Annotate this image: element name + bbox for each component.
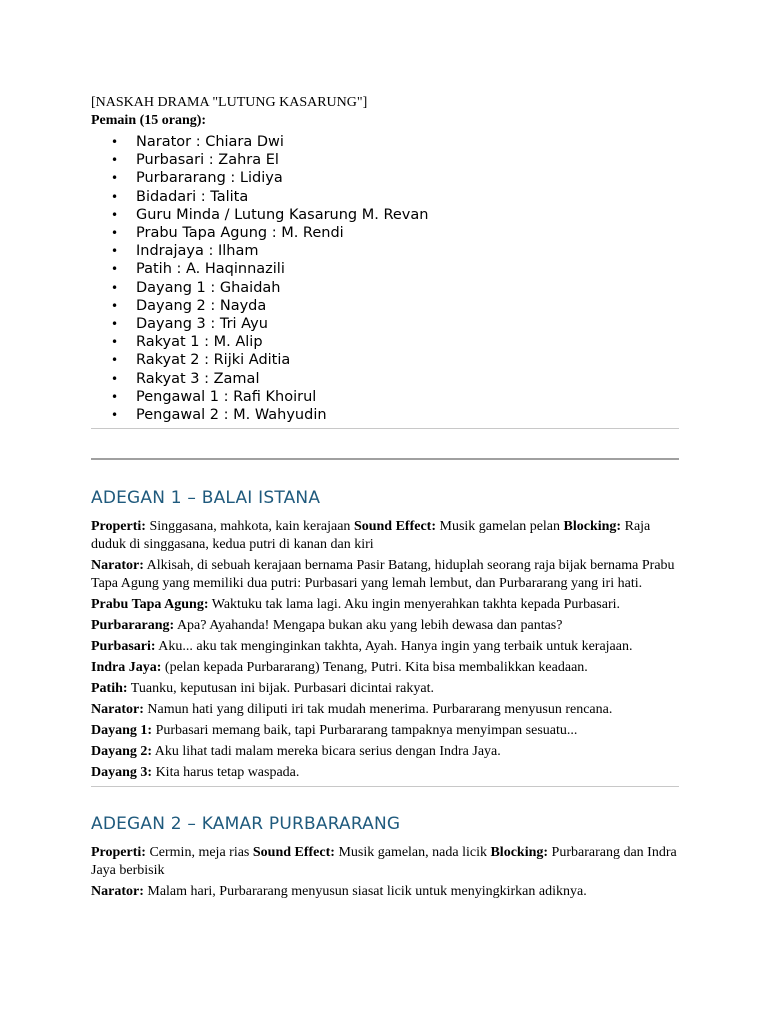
cast-member: Indrajaya : Ilham (136, 243, 259, 260)
list-item: • Dayang 2 : Nayda (111, 297, 267, 314)
list-item: • Prabu Tapa Agung : M. Rendi (111, 225, 344, 242)
cast-member: Rakyat 2 : Rijki Aditia (136, 352, 291, 369)
dialogue-text: Apa? Ayahanda! Mengapa bukan aku yang lebih dewasa dan pantas? (174, 618, 563, 634)
speaker: Indra Jaya: (91, 660, 162, 676)
list-item: • Bidadari : Talita (111, 188, 249, 205)
dialogue-text: Alkisah, di sebuah kerajaan bernama Pasir Batang, hiduplah seorang raja bijak bernama Prabu Tapa Agung yang memiliki dua putri: Purbasari yang lemah lembut, dan Purbararang yang iri hati. (91, 558, 675, 592)
cast-member: Purbasari : Zahra El (136, 152, 279, 169)
dialogue-line (91, 701, 679, 719)
scene-setup (91, 844, 679, 880)
cast-member: Rakyat 1 : M. Alip (136, 334, 263, 351)
dialogue-line (91, 638, 679, 656)
dialogue-text: (pelan kepada Purbararang) Tenang, Putri. Kita bisa membalikkan keadaan. (161, 660, 588, 676)
dialogue-line (91, 764, 679, 782)
scene-title: ADEGAN 2 – KAMAR PURBARARANG (91, 814, 401, 835)
divider (91, 786, 679, 787)
speaker: Dayang 2: (91, 744, 153, 760)
cast-member: Prabu Tapa Agung : M. Rendi (136, 225, 344, 242)
divider (91, 428, 679, 429)
label: Sound Effect: (252, 845, 335, 861)
dialogue-line (91, 722, 679, 740)
speaker: Purbararang: (91, 618, 175, 634)
list-item: • Pengawal 2 : M. Wahyudin (111, 407, 327, 424)
cast-member: Narator : Chiara Dwi (136, 134, 284, 150)
list-item: • Guru Minda / Lutung Kasarung M. Revan (111, 206, 429, 223)
speaker: Narator: (91, 884, 144, 900)
cast-member: Bidadari : Talita (136, 188, 249, 205)
setup-text: Musik gamelan pelan (436, 519, 564, 535)
scene-1 (91, 487, 679, 782)
list-item: • Purbararang : Lidiya (111, 170, 283, 187)
setup-text: Purbararang dan Indra Jaya berbisik (91, 845, 677, 879)
list-item: • Purbasari : Zahra El (111, 152, 279, 169)
speaker: Purbasari: (91, 639, 156, 655)
dialogue-text: Namun hati yang diliputi iri tak mudah menerima. Purbararang menyusun rencana. (143, 702, 613, 718)
list-item: • Rakyat 3 : Zamal (111, 370, 260, 387)
dialogue-line (91, 617, 679, 635)
speaker: Narator: (91, 702, 144, 718)
list-item: • Rakyat 2 : Rijki Aditia (111, 352, 291, 369)
list-item: • Narator : Chiara Dwi (111, 134, 284, 150)
section-divider (91, 458, 679, 460)
setup-text: Musik gamelan, nada licik (334, 845, 491, 861)
speaker: Patih: (91, 681, 128, 697)
dialogue-text: Waktuku tak lama lagi. Aku ingin menyerahkan takhta kepada Purbasari. (208, 597, 620, 613)
speaker: Prabu Tapa Agung: (91, 597, 209, 613)
cast-member: Guru Minda / Lutung Kasarung M. Revan (136, 206, 429, 223)
list-item: • Dayang 1 : Ghaidah (111, 279, 281, 296)
list-item: • Pengawal 1 : Rafi Khoirul (111, 388, 317, 405)
speaker: Dayang 1: (91, 723, 153, 739)
dialogue-text: Aku lihat tadi malam mereka bicara serius dengan Indra Jaya. (152, 744, 501, 760)
scene-2 (91, 813, 679, 901)
cast-heading: Pemain (15 orang): (91, 113, 207, 128)
dialogue-text: Tuanku, keputusan ini bijak. Purbasari dicintai rakyat. (127, 681, 434, 697)
label: Properti: (91, 519, 146, 535)
label: Properti: (91, 845, 146, 861)
document-content (91, 94, 679, 904)
dialogue-text: Aku... aku tak menginginkan takhta, Ayah. Hanya ingin yang terbaik untuk kerajaan. (155, 639, 633, 655)
dialogue-line (91, 883, 679, 901)
dialogue-line (91, 557, 679, 593)
speaker: Narator: (91, 558, 144, 574)
list-item: • Patih : A. Haqinnazili (111, 261, 285, 278)
cast-member: Dayang 3 : Tri Ayu (136, 316, 268, 333)
cast-member: Purbararang : Lidiya (136, 170, 283, 187)
scene-setup (91, 518, 679, 554)
cast-member: Patih : A. Haqinnazili (136, 261, 285, 278)
setup-text: Raja duduk di singgasana, kedua putri di kanan dan kiri (91, 519, 651, 553)
list-item: • Indrajaya : Ilham (111, 243, 259, 260)
dialogue-line (91, 596, 679, 614)
list-item: • Dayang 3 : Tri Ayu (111, 316, 268, 333)
cast-member: Pengawal 1 : Rafi Khoirul (136, 388, 317, 405)
cast-member: Dayang 2 : Nayda (136, 297, 267, 314)
document-title: [NASKAH DRAMA "LUTUNG KASARUNG"] (91, 95, 368, 110)
dialogue-line (91, 680, 679, 698)
scene-title: ADEGAN 1 – BALAI ISTANA (91, 488, 321, 509)
cast-list (91, 133, 679, 424)
dialogue-text: Malam hari, Purbararang menyusun siasat licik untuk menyingkirkan adiknya. (143, 884, 587, 900)
cast-member: Dayang 1 : Ghaidah (136, 279, 281, 296)
dialogue-line (91, 743, 679, 761)
cast-member: Pengawal 2 : M. Wahyudin (136, 407, 327, 424)
label: Blocking: (563, 519, 622, 535)
cast-member: Rakyat 3 : Zamal (136, 370, 260, 387)
dialogue-text: Kita harus tetap waspada. (152, 765, 300, 781)
setup-text: Singgasana, mahkota, kain kerajaan (145, 519, 354, 535)
label: Sound Effect: (353, 519, 436, 535)
dialogue-text: Purbasari memang baik, tapi Purbararang tampaknya menyimpan sesuatu... (152, 723, 578, 739)
dialogue-line (91, 659, 679, 677)
speaker: Dayang 3: (91, 765, 153, 781)
label: Blocking: (490, 845, 549, 861)
setup-text: Cermin, meja rias (145, 845, 253, 861)
list-item: • Rakyat 1 : M. Alip (111, 334, 263, 351)
